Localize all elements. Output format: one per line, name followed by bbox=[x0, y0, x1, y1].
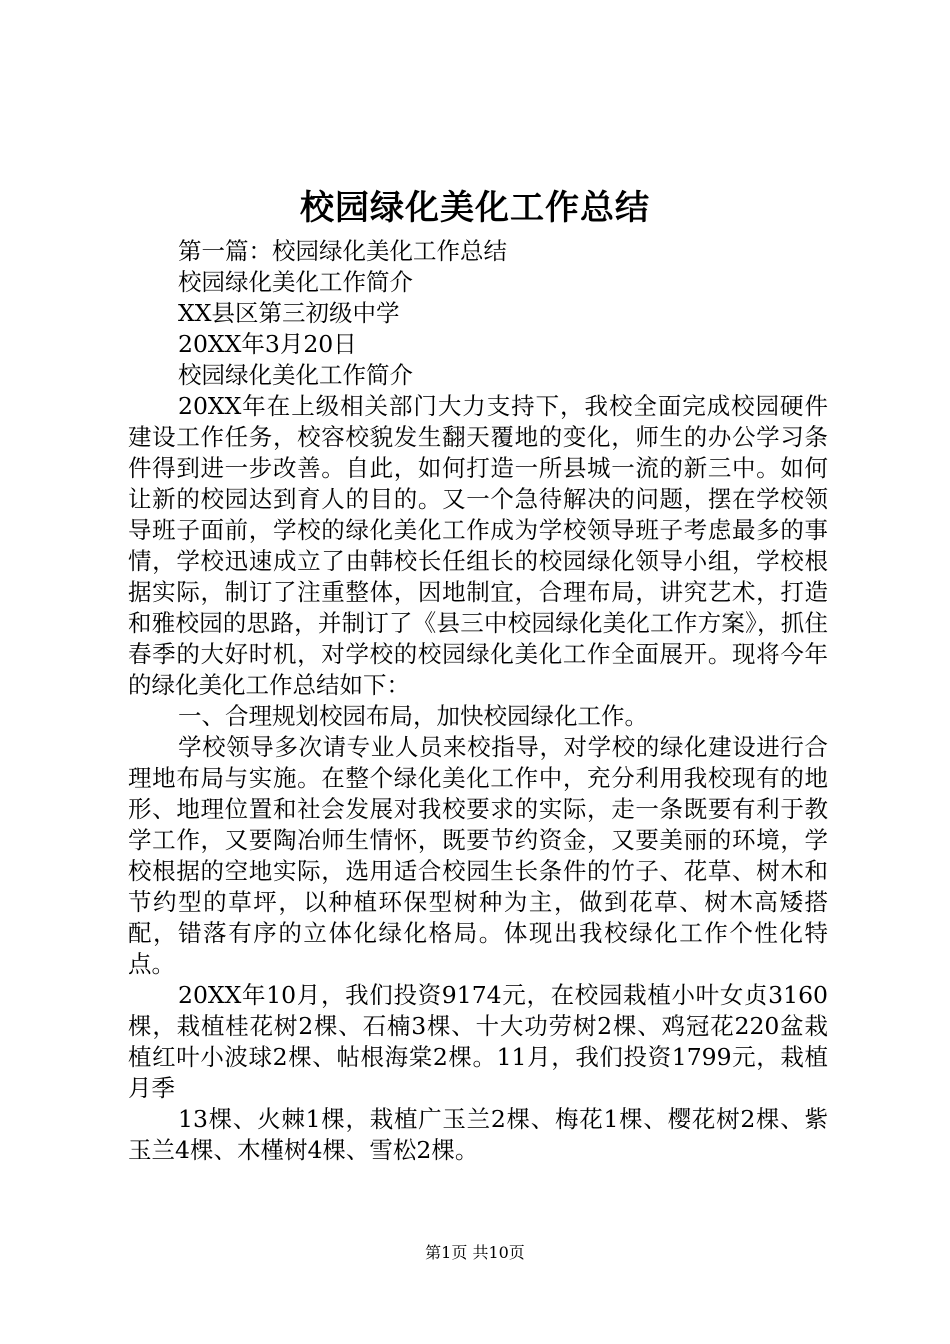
header-line-intro-repeat: 校园绿化美化工作简介 bbox=[178, 361, 413, 389]
document-body bbox=[128, 236, 828, 1166]
page-footer: 第1页 共10页 bbox=[425, 1243, 525, 1262]
header-line-intro: 校园绿化美化工作简介 bbox=[178, 268, 413, 296]
paragraph-planning: 学校领导多次请专业人员来校指导，对学校的绿化建设进行合理地布局与实施。在整个绿化美化工作中，充分利用我校现有的地形、地理位置和社会发展对我校要求的实际，走一条既要有利于教学工作，又要陶冶师生情怀，既要节约资金，又要美丽的环境，学校根据的空地实际，选用适合校园生长条件的竹子、花草、树木和节约型的草坪，以种植环保型树种为主，做到花草、树木高矮搭配，错落有序的立体化绿化格局。体现出我校绿化工作个性化特点。 bbox=[128, 733, 828, 978]
paragraph-investment: 20XX年10月，我们投资9174元，在校园栽植小叶女贞3160棵，栽植桂花树2棵、石楠3棵、十大功劳树2棵、鸡冠花220盆栽植红叶小波球2棵、帖根海棠2棵。11月，我们投资1799元，栽植月季 bbox=[128, 981, 828, 1102]
header-line-chapter: 第一篇：校园绿化美化工作总结 bbox=[178, 237, 507, 265]
section-heading-planning: 一、合理规划校园布局，加快校园绿化工作。 bbox=[178, 702, 648, 730]
document-title: 校园绿化美化工作总结 bbox=[300, 188, 650, 228]
paragraph-planting: 13棵、火棘1棵，栽植广玉兰2棵、梅花1棵、樱花树2棵、紫玉兰4棵、木槿树4棵、雪松2棵。 bbox=[128, 1105, 828, 1164]
paragraph-overview: 20XX年在上级相关部门大力支持下，我校全面完成校园硬件建设工作任务，校容校貌发生翻天覆地的变化，师生的办公学习条件得到进一步改善。自此，如何打造一所县城一流的新三中。如何让新的校园达到育人的目的。又一个急待解决的问题，摆在学校领导班子面前，学校的绿化美化工作成为学校领导班子考虑最多的事情，学校迅速成立了由韩校长任组长的校园绿化领导小组，学校根据实际，制订了注重整体，因地制宜，合理布局，讲究艺术，打造和雅校园的思路，并制订了《县三中校园绿化美化工作方案》，抓住春季的大好时机，对学校的校园绿化美化工作全面展开。现将今年的绿化美化工作总结如下： bbox=[128, 392, 828, 699]
header-line-school: XX县区第三初级中学 bbox=[178, 299, 400, 327]
header-line-date: 20XX年3月20日 bbox=[178, 330, 357, 358]
